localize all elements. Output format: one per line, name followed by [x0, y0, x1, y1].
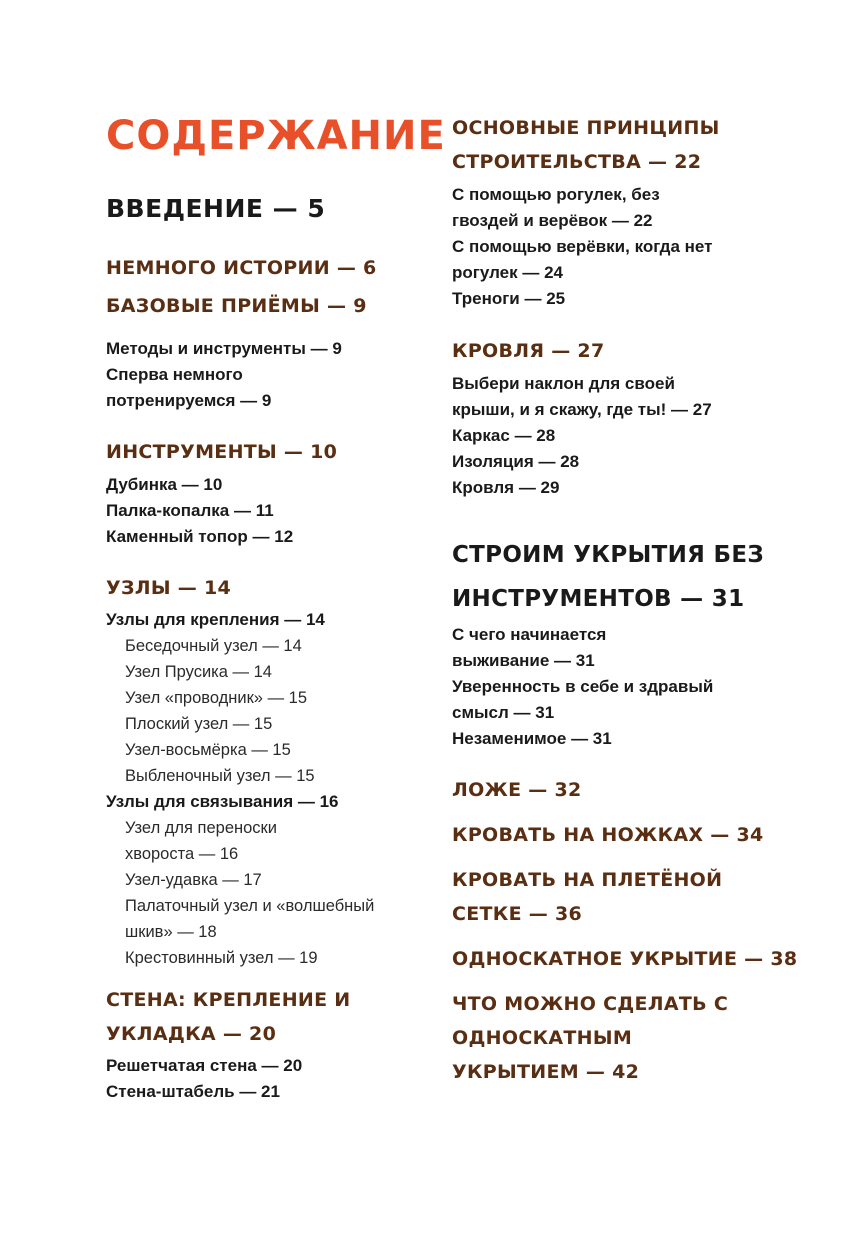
toc-entry[interactable]: Решетчатая стена — 20 — [106, 1056, 303, 1075]
toc-entry[interactable]: Каменный топор — 12 — [106, 527, 294, 546]
toc-lean-to[interactable]: ОДНОСКАТНОЕ УКРЫТИЕ — 38 — [452, 948, 798, 970]
toc-entry[interactable]: выживание — 31 — [452, 651, 595, 670]
toc-basics-heading[interactable]: БАЗОВЫЕ ПРИЁМЫ — 9 — [106, 295, 367, 317]
toc-entry[interactable]: Узлы для связывания — 16 — [106, 792, 339, 811]
toc-entry[interactable]: Треноги — 25 — [452, 289, 566, 308]
toc-principles-heading-line2[interactable]: СТРОИТЕЛЬСТВА — 22 — [452, 151, 702, 173]
toc-entry[interactable]: рогулек — 24 — [452, 263, 563, 282]
toc-bed-legs[interactable]: КРОВАТЬ НА НОЖКАХ — 34 — [452, 824, 764, 846]
toc-entry[interactable]: смысл — 31 — [452, 703, 555, 722]
toc-entry[interactable]: крыши, и я скажу, где ты! — 27 — [452, 400, 712, 419]
toc-entry[interactable]: С помощью рогулек, без — [452, 185, 660, 204]
toc-roof-list — [452, 371, 712, 501]
toc-lean-to-uses-line1[interactable]: ЧТО МОЖНО СДЕЛАТЬ С — [452, 993, 729, 1015]
toc-bed-net-line2[interactable]: СЕТКЕ — 36 — [452, 903, 583, 925]
toc-entry[interactable]: Дубинка — 10 — [106, 475, 223, 494]
toc-entry[interactable]: Стена-штабель — 21 — [106, 1082, 280, 1101]
toc-tools-list — [106, 472, 293, 550]
toc-entry[interactable]: Уверенность в себе и здравый — [452, 677, 714, 696]
toc-entry[interactable]: Узлы для крепления — 14 — [106, 610, 325, 629]
toc-basics-list — [106, 336, 342, 414]
toc-bed[interactable]: ЛОЖЕ — 32 — [452, 779, 582, 801]
toc-tools-heading[interactable]: ИНСТРУМЕНТЫ — 10 — [106, 441, 338, 463]
toc-entry[interactable]: С помощью верёвки, когда нет — [452, 237, 713, 256]
toc-subentry[interactable]: Плоский узел — 15 — [125, 715, 273, 733]
toc-shelters-heading-line1[interactable]: СТРОИМ УКРЫТИЯ БЕЗ — [452, 542, 764, 568]
toc-entry[interactable]: Кровля — 29 — [452, 478, 560, 497]
toc-entry[interactable]: Палка-копалка — 11 — [106, 501, 274, 520]
toc-entry[interactable]: Выбери наклон для своей — [452, 374, 675, 393]
toc-entry[interactable]: гвоздей и верёвок — 22 — [452, 211, 653, 230]
toc-subentry[interactable]: хвороста — 16 — [125, 845, 239, 863]
toc-roof-heading[interactable]: КРОВЛЯ — 27 — [452, 340, 605, 362]
toc-subentry[interactable]: Выбленочный узел — 15 — [125, 767, 315, 785]
toc-entry[interactable]: Незаменимое — 31 — [452, 729, 612, 748]
toc-subentry[interactable]: Узел «проводник» — 15 — [125, 689, 308, 707]
toc-entry[interactable]: Методы и инструменты — 9 — [106, 339, 342, 358]
toc-bed-net-line1[interactable]: КРОВАТЬ НА ПЛЕТЁНОЙ — [452, 869, 723, 891]
toc-lean-to-uses-line3[interactable]: УКРЫТИЕМ — 42 — [452, 1061, 640, 1083]
toc-entry[interactable]: Изоляция — 28 — [452, 452, 580, 471]
toc-knots-list — [106, 607, 374, 971]
toc-entry[interactable]: Каркас — 28 — [452, 426, 556, 445]
toc-entry[interactable]: С чего начинается — [452, 625, 607, 644]
toc-wall-heading-line1[interactable]: СТЕНА: КРЕПЛЕНИЕ И — [106, 989, 351, 1011]
toc-subentry[interactable]: Узел-восьмёрка — 15 — [125, 741, 291, 759]
toc-subentry[interactable]: Беседочный узел — 14 — [125, 637, 302, 655]
toc-history[interactable]: НЕМНОГО ИСТОРИИ — 6 — [106, 257, 377, 279]
toc-principles-heading-line1[interactable]: ОСНОВНЫЕ ПРИНЦИПЫ — [452, 117, 720, 139]
toc-entry[interactable]: потренируемся — 9 — [106, 391, 272, 410]
toc-principles-list — [452, 182, 712, 312]
toc-wall-heading-line2[interactable]: УКЛАДКА — 20 — [106, 1023, 277, 1045]
toc-subentry[interactable]: Крестовинный узел — 19 — [125, 949, 318, 967]
toc-subentry[interactable]: шкив» — 18 — [125, 923, 217, 941]
toc-lean-to-uses-line2[interactable]: ОДНОСКАТНЫМ — [452, 1027, 633, 1049]
toc-wall-list — [106, 1053, 302, 1105]
toc-subentry[interactable]: Узел Прусика — 14 — [125, 663, 272, 681]
page-title: СОДЕРЖАНИЕ — [106, 113, 446, 159]
toc-knots-heading[interactable]: УЗЛЫ — 14 — [106, 577, 231, 599]
toc-shelters-list — [452, 622, 713, 752]
toc-subentry[interactable]: Узел для переноски — [125, 819, 277, 837]
toc-subentry[interactable]: Узел-удавка — 17 — [125, 871, 262, 889]
toc-entry[interactable]: Сперва немного — [106, 365, 243, 384]
toc-intro[interactable]: ВВЕДЕНИЕ — 5 — [106, 194, 326, 223]
toc-subentry[interactable]: Палаточный узел и «волшебный — [125, 897, 375, 915]
toc-shelters-heading-line2[interactable]: ИНСТРУМЕНТОВ — 31 — [452, 586, 745, 612]
